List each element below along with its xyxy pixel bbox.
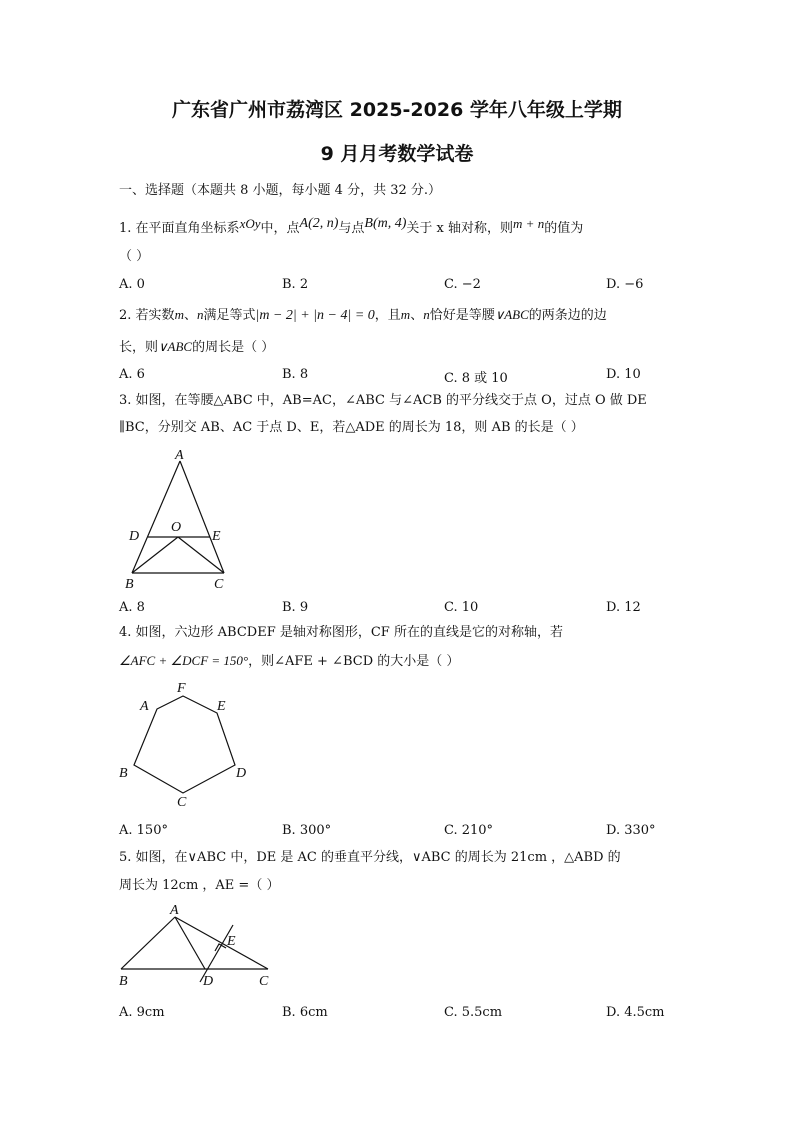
q4-label-d: D <box>236 766 247 781</box>
q3-option-c[interactable]: C. 10 <box>444 600 479 615</box>
q4-option-b[interactable]: B. 300° <box>282 823 332 838</box>
q3-label-b: B <box>125 577 134 592</box>
q1-text-b: 中，点 <box>260 221 300 236</box>
question-1-stem <box>119 216 584 236</box>
q5-label-d: D <box>203 974 214 989</box>
question-number: 1. <box>119 221 132 236</box>
section-heading: 一、选择题（本题共 8 小题，每小题 4 分，共 32 分.） <box>119 183 442 198</box>
q2-sep: 、 <box>183 308 197 323</box>
q2-line2-a: 长，则 <box>119 340 159 355</box>
q2-text-b: 满足等式 <box>203 308 256 323</box>
q4-label-e: E <box>217 699 226 714</box>
q2-m: m <box>174 307 184 322</box>
q1-point-b: B(m, 4) <box>364 216 407 231</box>
question-4-stem-line2 <box>119 654 459 668</box>
q5-label-a: A <box>170 903 179 918</box>
q5-option-c[interactable]: C. 5.5cm <box>444 1005 503 1020</box>
q2-triangle: ∨ABC <box>494 307 529 322</box>
q1-option-d[interactable]: D. −6 <box>606 277 644 292</box>
exam-title-line1: 广东省广州市荔湾区 2025-2026 学年八年级上学期 <box>172 99 622 121</box>
q2-n: n <box>196 307 204 322</box>
q4-option-a[interactable]: A. 150° <box>119 823 168 838</box>
q1-point-a: A(2, n) <box>299 216 339 231</box>
question-4-stem-line1: 4. 如图，六边形 ABCDEF 是轴对称图形，CF 所在的直线是它的对称轴，若 <box>119 625 563 640</box>
q4-label-a: A <box>140 699 149 714</box>
q3-side-ab <box>132 461 180 573</box>
q5-label-e: E <box>227 934 236 949</box>
q2-option-a[interactable]: A. 6 <box>119 367 145 382</box>
q3-label-d: D <box>129 529 140 544</box>
question-number: 2. <box>119 308 132 323</box>
q5-option-d[interactable]: D. 4.5cm <box>606 1005 665 1020</box>
q5-label-c: C <box>259 974 269 989</box>
q1-expr: m + n <box>513 216 545 231</box>
q2-line2-triangle: ∨ABC <box>158 339 193 354</box>
q3-option-a[interactable]: A. 8 <box>119 600 145 615</box>
q4-option-d[interactable]: D. 330° <box>606 823 656 838</box>
question-5-stem-line1: 5. 如图，在∨ABC 中，DE 是 AC 的垂直平分线，∨ABC 的周长为 21cm ，△ABD 的 <box>119 850 621 865</box>
q2-text-e: 的两条边的边 <box>528 308 607 323</box>
q2-text-d: 恰好是等腰 <box>429 308 495 323</box>
question-3-stem-line2: ∥BC，分别交 AB、AC 于点 D、E，若△ADE 的周长为 18，则 AB 的长是（ ） <box>119 420 584 435</box>
q2-sep2: 、 <box>410 308 424 323</box>
q1-xoy: xOy <box>239 216 261 231</box>
q1-option-b[interactable]: B. 2 <box>282 277 309 292</box>
q2-m2: m <box>400 307 411 322</box>
question-3-stem-line1: 3. 如图，在等腰△ABC 中，AB=AC，∠ABC 与∠ACB 的平分线交于点 O，过点 O 做 DE <box>119 393 647 408</box>
question-5-stem-line2: 周长为 12cm ，AE =（ ） <box>119 878 280 893</box>
q2-stem-line2 <box>119 340 274 354</box>
q2-text-c: ，且 <box>374 308 401 323</box>
q1-text-d: 关于 x 轴对称，则 <box>406 221 514 236</box>
q3-label-a: A <box>175 448 184 463</box>
q2-line2-b: 的周长是（ ） <box>192 340 275 355</box>
q1-text-e: 的值为 <box>544 221 584 236</box>
q4-label-f: F <box>177 681 186 696</box>
q5-side-ab <box>121 917 175 969</box>
q3-label-c: C <box>214 577 224 592</box>
q1-option-c[interactable]: C. −2 <box>444 277 481 292</box>
q1-text-c: 与点 <box>338 221 365 236</box>
q3-label-o: O <box>171 520 182 535</box>
q1-answer-paren: （ ） <box>119 249 150 264</box>
question-2-stem <box>119 308 607 323</box>
q3-option-b[interactable]: B. 9 <box>282 600 309 615</box>
q4-label-b: B <box>119 766 128 781</box>
q5-side-ac <box>175 917 268 969</box>
q5-label-b: B <box>119 974 128 989</box>
q3-label-e: E <box>212 529 221 544</box>
q2-n2: n <box>423 307 430 322</box>
q4-angle-sum: ∠AFC + ∠DCF = 150° <box>119 653 249 668</box>
q5-option-a[interactable]: A. 9cm <box>119 1005 165 1020</box>
q4-label-c: C <box>177 795 187 810</box>
q2-equation: |m − 2| + |n − 4| = 0 <box>255 308 375 323</box>
q2-option-c[interactable]: C. 8 或 10 <box>444 371 508 386</box>
q1-option-a[interactable]: A. 0 <box>119 277 145 292</box>
q5-option-b[interactable]: B. 6cm <box>282 1005 328 1020</box>
q2-option-d[interactable]: D. 10 <box>606 367 641 382</box>
exam-title-line2: 9 月月考数学试卷 <box>320 143 474 165</box>
q2-text-a: 若实数 <box>135 308 175 323</box>
q2-option-b[interactable]: B. 8 <box>282 367 309 382</box>
q1-text-a: 在平面直角坐标系 <box>135 221 240 236</box>
q3-option-d[interactable]: D. 12 <box>606 600 641 615</box>
q4-option-c[interactable]: C. 210° <box>444 823 494 838</box>
q4-line2-rest: ，则∠AFE + ∠BCD 的大小是（ ） <box>248 654 460 669</box>
